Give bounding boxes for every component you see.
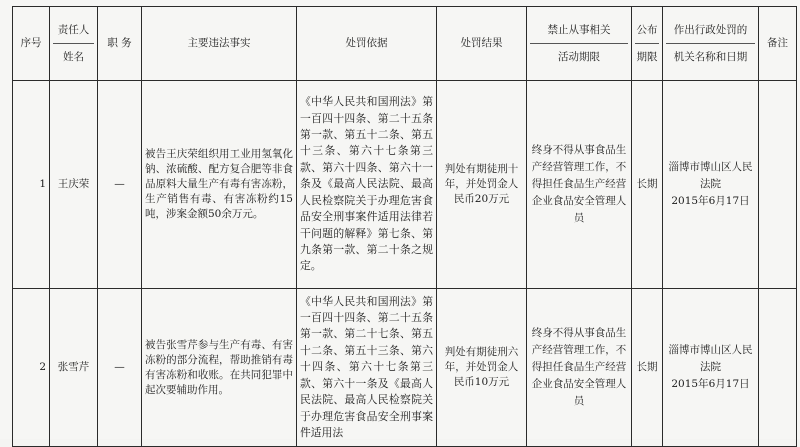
cell-seq: 1	[13, 81, 50, 289]
cell-basis: 《中华人民共和国刑法》第一百四十四条、第二十五条第一款、第二十七条、第五十二条、第五十三条、第六十四条、第六十七条第三款、第六十一条及《最高人民法院、最高人民检察院关于办理危害食品安全刑事案件适用法	[297, 289, 437, 447]
cell-facts: 被告张雪芹参与生产有毒、有害冻粉的部分流程，帮助推销有毒有害冻粉和收账。在共同犯罪中起次要辅助作用。	[142, 289, 297, 447]
header-result: 处罚结果	[437, 7, 527, 81]
header-position: 职 务	[98, 7, 142, 81]
cell-org	[663, 289, 759, 447]
header-person	[50, 7, 98, 81]
header-org	[663, 7, 759, 81]
header-facts: 主要违法事实	[142, 7, 297, 81]
header-row	[13, 7, 797, 81]
cell-ban: 终身不得从事食品生产经营管理工作，不得担任食品生产经营企业食品安全管理人员	[527, 81, 632, 289]
cell-basis: 《中华人民共和国刑法》第一百四十四条、第二十五条第一款、第五十二条、第五十三条、第六十七条第三款、第六十四条、第六十一条及《最高人民法院、最高人民检察院关于办理危害食品安全刑事案件适用法律若干问题的解释》第七条、第九条第一款、第二十条之规定。	[297, 81, 437, 289]
cell-pub: 长期	[632, 289, 663, 447]
cell-position: —	[98, 289, 142, 447]
cell-result: 判处有期徒刑六年，并处罚金人民币10万元	[437, 289, 527, 447]
cell-remark	[759, 289, 797, 447]
header-ban-line2: 活动期限	[558, 51, 600, 63]
header-pub-line1: 公布	[635, 21, 659, 44]
header-person-line1: 责任人	[53, 21, 94, 44]
cell-name: 张雪芹	[50, 289, 98, 447]
table-row	[13, 289, 797, 447]
org-name: 淄博市博山区人民法院	[668, 161, 753, 190]
header-org-line2: 机关名称和日期	[673, 51, 748, 63]
header-pub	[632, 7, 663, 81]
cell-facts: 被告王庆荣组织用工业用氢氧化钠、浓硫酸、配方复合肥等非食品原料大量生产有毒有害冻粉，生产销售有毒、有害冻粉约15吨，涉案金额50余万元。	[142, 81, 297, 289]
header-ban-line1: 禁止从事相关	[530, 21, 628, 44]
header-pub-line2: 期限	[636, 51, 658, 63]
cell-pub: 长期	[632, 81, 663, 289]
penalty-table	[12, 6, 797, 447]
header-ban	[527, 7, 632, 81]
table-row	[13, 81, 797, 289]
cell-remark	[759, 81, 797, 289]
cell-org	[663, 81, 759, 289]
org-date: 2015年6月17日	[671, 195, 750, 207]
cell-seq: 2	[13, 289, 50, 447]
header-basis: 处罚依据	[297, 7, 437, 81]
header-seq: 序号	[13, 7, 50, 81]
header-org-line1: 作出行政处罚的	[666, 21, 755, 44]
cell-name: 王庆荣	[50, 81, 98, 289]
org-date: 2015年6月17日	[671, 378, 750, 390]
header-remark: 备注	[759, 7, 797, 81]
cell-position: —	[98, 81, 142, 289]
header-person-line2: 姓名	[63, 51, 84, 63]
org-name: 淄博市博山区人民法院	[668, 344, 753, 373]
cell-ban: 终身不得从事食品生产经营管理工作，不得担任食品生产经营企业食品安全管理人员	[527, 289, 632, 447]
cell-result: 判处有期徒刑十年，并处罚金人民币20万元	[437, 81, 527, 289]
